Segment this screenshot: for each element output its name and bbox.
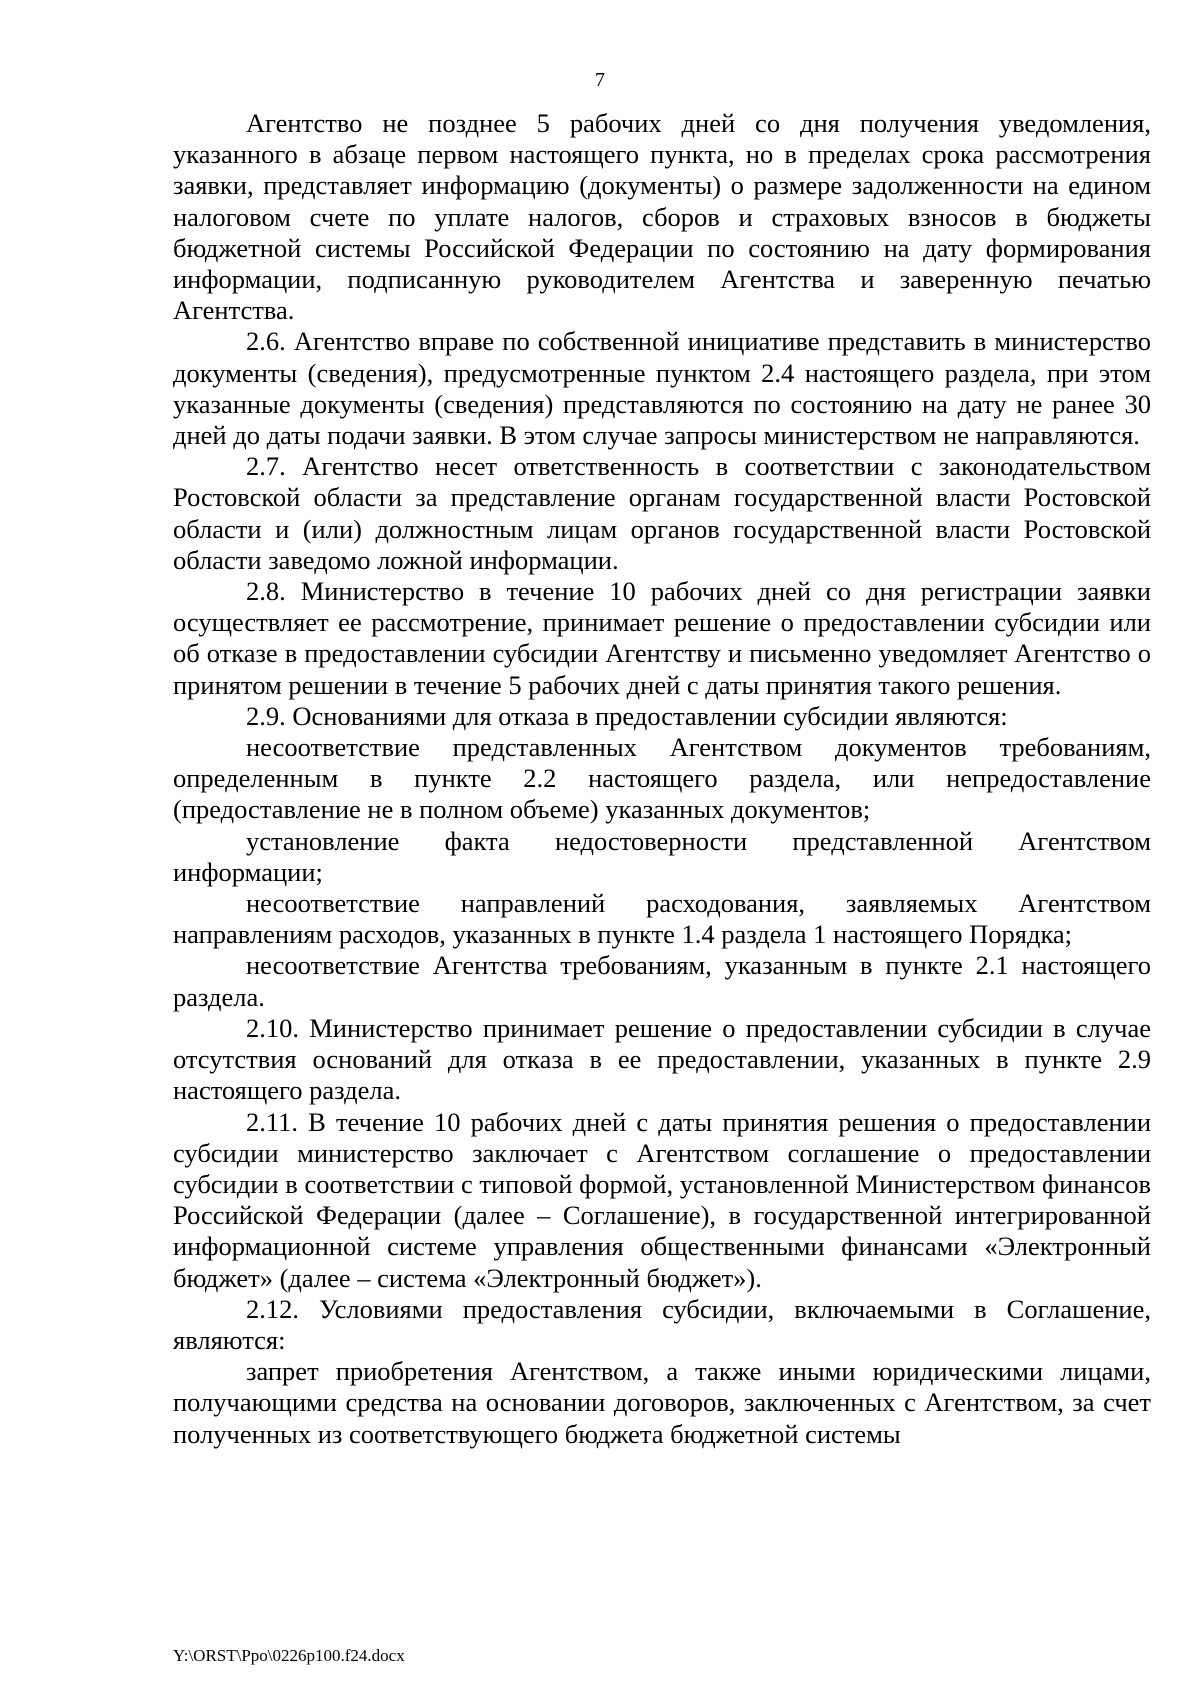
paragraph-2-6: 2.6. Агентство вправе по собственной инициативе представить в министерство документы (сведения), предусмотренные пунктом 2.4 настоящего раздела, при этом указанные документы (сведения) представляются по состоянию на дату не ранее 30 дней до даты подачи заявки. В этом случае запросы министерством не направляются. [173, 326, 1151, 451]
paragraph-2-12: 2.12. Условиями предоставления субсидии, включаемыми в Соглашение, являются: [173, 1293, 1151, 1355]
paragraph-2-11: 2.11. В течение 10 рабочих дней с даты принятия решения о предоставлении субсидии министерство заключает с Агентством соглашение о предоставлении субсидии в соответствии с типовой формой, установленной Министерством финансов Российской Федерации (далее – Соглашение), в государственной интегрированной информационной системе управления общественными финансами «Электронный бюджет» (далее – система «Электронный бюджет»). [173, 1106, 1151, 1293]
paragraph-2-8: 2.8. Министерство в течение 10 рабочих дней со дня регистрации заявки осуществляет ее рассмотрение, принимает решение о предоставлении субсидии или об отказе в предоставлении субсидии Агентству и письменно уведомляет Агентство о принятом решении в течение 5 рабочих дней с даты принятия такого решения. [173, 576, 1151, 700]
paragraph-2-5-continued: Агентство не позднее 5 рабочих дней со дня получения уведомления, указанного в абзаце первом настоящего пункта, но в пределах срока рассмотрения заявки, представляет информацию (документы) о размере задолженности на едином налоговом счете по уплате налогов, сборов и страховых взносов в бюджеты бюджетной системы Российской Федерации по состоянию на дату формирования информации, подписанную руководителем Агентства и заверенную печатью Агентства. [173, 108, 1151, 326]
document-body [173, 108, 1151, 1450]
paragraph-2-10: 2.10. Министерство принимает решение о предоставлении субсидии в случае отсутствия оснований для отказа в ее предоставлении, указанных в пункте 2.9 настоящего раздела. [173, 1012, 1151, 1106]
refusal-ground-directions: несоответствие направлений расходования, заявляемых Агентством направлениям расходов, указанных в пункте 1.4 раздела 1 настоящего Порядка; [173, 888, 1151, 950]
refusal-ground-requirements: несоответствие Агентства требованиям, указанным в пункте 2.1 настоящего раздела. [173, 950, 1151, 1012]
paragraph-2-7: 2.7. Агентство несет ответственность в соответствии с законодательством Ростовской области за представление органам государственной власти Ростовской области и (или) должностным лицам органов государственной власти Ростовской области заведомо ложной информации. [173, 451, 1151, 575]
refusal-ground-false-info: установление факта недостоверности представленной Агентством информации; [173, 825, 1151, 887]
refusal-ground-documents: несоответствие представленных Агентством документов требованиям, определенным в пункте 2.2 настоящего раздела, или непредоставление (предоставление не в полном объеме) указанных документов; [173, 732, 1151, 825]
page-number: 7 [595, 69, 605, 91]
footer-file-path: Y:\ORST\Ppo\0226p100.f24.docx [173, 1646, 405, 1665]
condition-purchase-ban: запрет приобретения Агентством, а также иными юридическими лицами, получающими средства на основании договоров, заключенных с Агентством, за счет полученных из соответствующего бюджета бюджетной системы [173, 1356, 1151, 1449]
paragraph-2-9: 2.9. Основаниями для отказа в предоставлении субсидии являются: [246, 700, 1008, 731]
